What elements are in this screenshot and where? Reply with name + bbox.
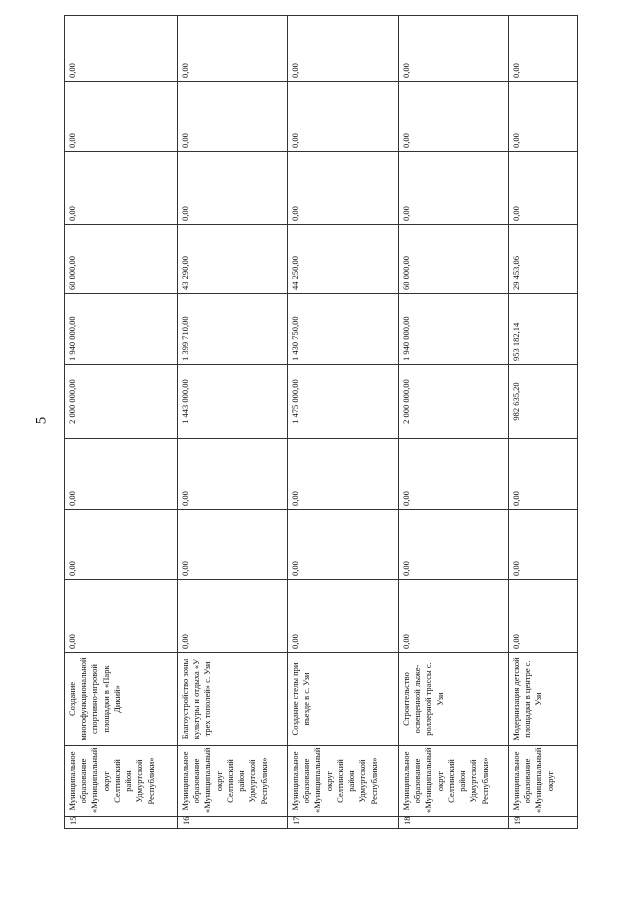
value-cell: 0,00 — [509, 439, 578, 510]
value-cell: 0,00 — [178, 439, 288, 510]
value-cell: 982 635,20 — [509, 365, 578, 439]
value-cell: 0,00 — [65, 439, 178, 510]
value-cell: 0,00 — [399, 510, 509, 580]
value-cell: 60 000,00 — [399, 225, 509, 294]
project-name: Создание многофункциональной спортивно-игровой площадки в «Парк Дикий» — [65, 653, 178, 746]
row-number: 19 — [509, 817, 578, 829]
value-cell: 0,00 — [65, 580, 178, 653]
value-cell: 2 000 000,00 — [65, 365, 178, 439]
municipality-name: Муниципальное образование «Муниципальный округ — [509, 746, 578, 817]
value-cell: 0,00 — [509, 510, 578, 580]
project-name: Благоустройство зоны культуры и отдыха «У трех тополей» с. Узи — [178, 653, 288, 746]
table-row — [509, 16, 578, 829]
value-cell: 43 290,00 — [178, 225, 288, 294]
row-number: 16 — [178, 817, 288, 829]
value-cell: 1 940 000,00 — [399, 294, 509, 365]
value-cell: 0,00 — [509, 82, 578, 152]
value-cell: 0,00 — [509, 580, 578, 653]
value-cell: 0,00 — [65, 82, 178, 152]
value-cell: 1 940 000,00 — [65, 294, 178, 365]
funding-table — [64, 15, 578, 829]
project-name: Создание стелы при въезде в с. Узи — [288, 653, 399, 746]
value-cell: 0,00 — [178, 16, 288, 82]
value-cell: 44 250,00 — [288, 225, 399, 294]
municipality-name: Муниципальное образование «Муниципальный округ Селтинский район Удмуртской Республики» — [178, 746, 288, 817]
municipality-name: Муниципальное образование «Муниципальный округ Селтинский район Удмуртской Республики» — [65, 746, 178, 817]
page-number: 5 — [33, 416, 50, 425]
value-cell: 0,00 — [288, 82, 399, 152]
value-cell: 0,00 — [399, 580, 509, 653]
value-cell: 0,00 — [178, 152, 288, 225]
value-cell: 0,00 — [288, 439, 399, 510]
rotated-table-container — [64, 36, 577, 829]
value-cell: 1 443 000,00 — [178, 365, 288, 439]
row-number: 17 — [288, 817, 399, 829]
value-cell: 0,00 — [509, 16, 578, 82]
value-cell: 2 000 000,00 — [399, 365, 509, 439]
value-cell: 0,00 — [288, 16, 399, 82]
municipality-name: Муниципальное образование «Муниципальный округ Селтинский район Удмуртской Республики» — [399, 746, 509, 817]
row-number: 15 — [65, 817, 178, 829]
value-cell: 0,00 — [65, 152, 178, 225]
value-cell: 0,00 — [399, 16, 509, 82]
value-cell: 0,00 — [399, 152, 509, 225]
value-cell: 1 430 750,00 — [288, 294, 399, 365]
value-cell: 0,00 — [65, 16, 178, 82]
value-cell: 0,00 — [178, 510, 288, 580]
value-cell: 1 399 710,00 — [178, 294, 288, 365]
value-cell: 0,00 — [399, 82, 509, 152]
value-cell: 1 475 000,00 — [288, 365, 399, 439]
value-cell: 0,00 — [509, 152, 578, 225]
value-cell: 29 453,06 — [509, 225, 578, 294]
municipality-name: Муниципальное образование «Муниципальный округ Селтинский район Удмуртской Республики» — [288, 746, 399, 817]
value-cell: 0,00 — [65, 510, 178, 580]
value-cell: 0,00 — [288, 580, 399, 653]
value-cell: 0,00 — [178, 82, 288, 152]
value-cell: 953 182,14 — [509, 294, 578, 365]
value-cell: 0,00 — [288, 510, 399, 580]
value-cell: 60 000,00 — [65, 225, 178, 294]
row-number: 18 — [399, 817, 509, 829]
table-row — [178, 16, 288, 829]
value-cell: 0,00 — [288, 152, 399, 225]
table-row — [399, 16, 509, 829]
value-cell: 0,00 — [178, 580, 288, 653]
table-row — [288, 16, 399, 829]
table-row — [65, 16, 178, 829]
value-cell: 0,00 — [399, 439, 509, 510]
project-name: Модернизация детской площадки в центре с. Узи — [509, 653, 578, 746]
project-name: Строительство освещенной лыже-роллерной трассы с. Узи — [399, 653, 509, 746]
